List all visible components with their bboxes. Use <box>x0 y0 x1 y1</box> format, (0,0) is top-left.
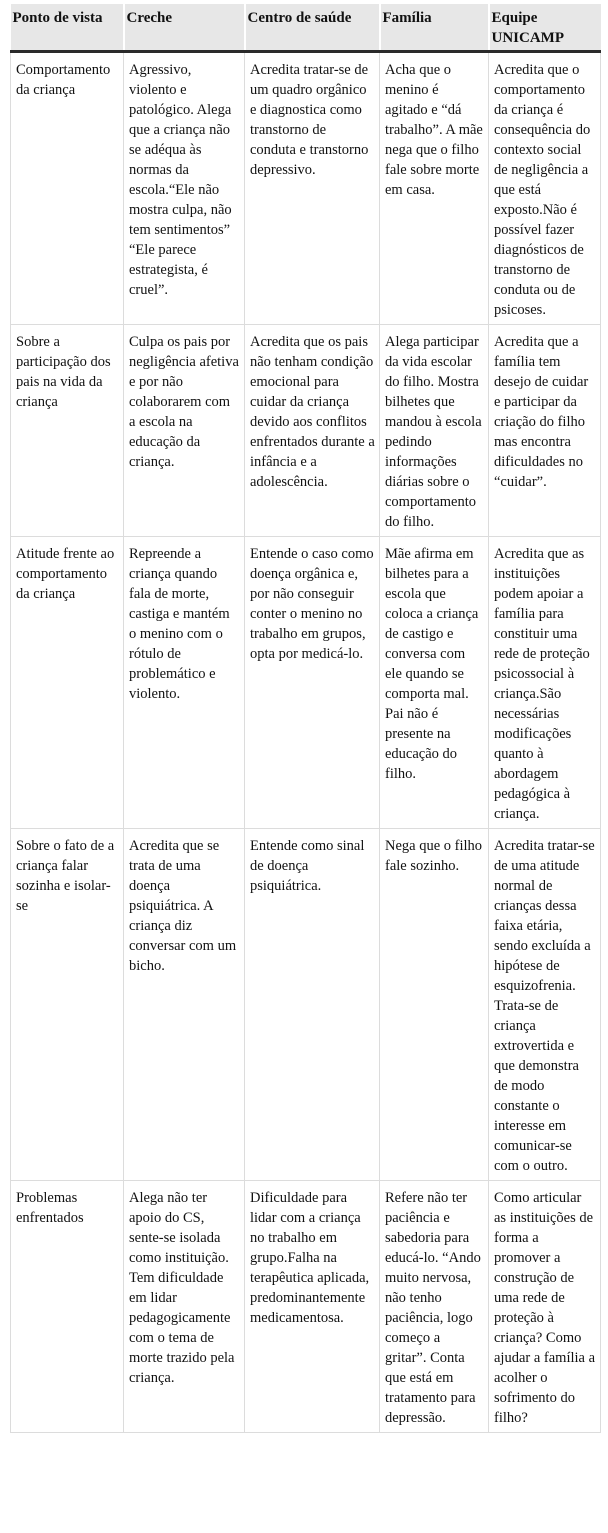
equipe-unicamp-cell: Acredita tratar-se de uma atitude normal de crianças dessa faixa etária, sendo excluída a hipótese de esquizofrenia. Trata-se de criança extrovertida e que demonstra de modo constante o interesse em comunicar-se com o outro. <box>489 829 601 1181</box>
table-row <box>11 829 601 1181</box>
centro-de-saude-cell: Entende o caso como doença orgânica e, por não conseguir conter o menino no trabalho em grupos, opta por medicá-lo. <box>245 537 380 829</box>
equipe-unicamp-cell: Acredita que a família tem desejo de cuidar e participar da criação do filho mas encontra dificuldades no “cuidar”. <box>489 325 601 537</box>
row-label-cell: Problemas enfrentados <box>11 1181 124 1433</box>
table-header-row <box>11 4 601 52</box>
centro-de-saude-cell: Entende como sinal de doença psiquiátrica. <box>245 829 380 1181</box>
centro-de-saude-cell: Acredita tratar-se de um quadro orgânico e diagnostica como transtorno de conduta e transtorno depressivo. <box>245 52 380 325</box>
creche-cell: Alega não ter apoio do CS, sente-se isolada como instituição. Tem dificuldade em lidar pedagogicamente com o tema de morte trazido pela criança. <box>124 1181 245 1433</box>
row-label-cell: Comportamento da criança <box>11 52 124 325</box>
table-row <box>11 325 601 537</box>
familia-cell: Acha que o menino é agitado e “dá trabalho”. A mãe nega que o filho fale sobre morte em casa. <box>380 52 489 325</box>
creche-cell: Culpa os pais por negligência afetiva e por não colaborarem com a escola na educação da criança. <box>124 325 245 537</box>
familia-cell: Alega participar da vida escolar do filho. Mostra bilhetes que mandou à escola pedindo informações diárias sobre o comportamento do filho. <box>380 325 489 537</box>
comparison-table <box>10 4 601 1433</box>
header-equipe-unicamp: Equipe UNICAMP <box>489 4 601 52</box>
equipe-unicamp-cell: Acredita que as instituições podem apoiar a família para constituir uma rede de proteção psicossocial à criança.São necessárias modificações quanto à abordagem pedagógica à criança. <box>489 537 601 829</box>
table-row <box>11 1181 601 1433</box>
row-label-cell: Sobre o fato de a criança falar sozinha e isolar-se <box>11 829 124 1181</box>
familia-cell: Refere não ter paciência e sabedoria para educá-lo. “Ando muito nervosa, não tenho paciência, logo começo a gritar”. Conta que está em tratamento para depressão. <box>380 1181 489 1433</box>
creche-cell: Agressivo, violento e patológico. Alega que a criança não se adéqua às normas da escola.“Ele não mostra culpa, não tem sentimentos” “Ele parece estrategista, é cruel”. <box>124 52 245 325</box>
header-centro-de-saude: Centro de saúde <box>245 4 380 52</box>
row-label-cell: Atitude frente ao comportamento da criança <box>11 537 124 829</box>
equipe-unicamp-cell: Como articular as instituições de forma a promover a construção de uma rede de proteção à criança? Como ajudar a família a acolher o sofrimento do filho? <box>489 1181 601 1433</box>
row-label-cell: Sobre a participação dos pais na vida da criança <box>11 325 124 537</box>
header-creche: Creche <box>124 4 245 52</box>
familia-cell: Nega que o filho fale sozinho. <box>380 829 489 1181</box>
equipe-unicamp-cell: Acredita que o comportamento da criança é consequência do contexto social de negligência a que está exposto.Não é possível fazer diagnósticos de transtorno de conduta ou de psicoses. <box>489 52 601 325</box>
table-row <box>11 537 601 829</box>
creche-cell: Acredita que se trata de uma doença psiquiátrica. A criança diz conversar com um bicho. <box>124 829 245 1181</box>
table-row <box>11 52 601 325</box>
header-familia: Família <box>380 4 489 52</box>
header-ponto-de-vista: Ponto de vista <box>11 4 124 52</box>
familia-cell: Mãe afirma em bilhetes para a escola que coloca a criança de castigo e conversa com ele quando se comporta mal. Pai não é presente na educação do filho. <box>380 537 489 829</box>
centro-de-saude-cell: Dificuldade para lidar com a criança no trabalho em grupo.Falha na terapêutica aplicada, predominantemente medicamentosa. <box>245 1181 380 1433</box>
centro-de-saude-cell: Acredita que os pais não tenham condição emocional para cuidar da criança devido aos conflitos enfrentados durante a infância e a adolescência. <box>245 325 380 537</box>
creche-cell: Repreende a criança quando fala de morte, castiga e mantém o menino com o rótulo de problemático e violento. <box>124 537 245 829</box>
